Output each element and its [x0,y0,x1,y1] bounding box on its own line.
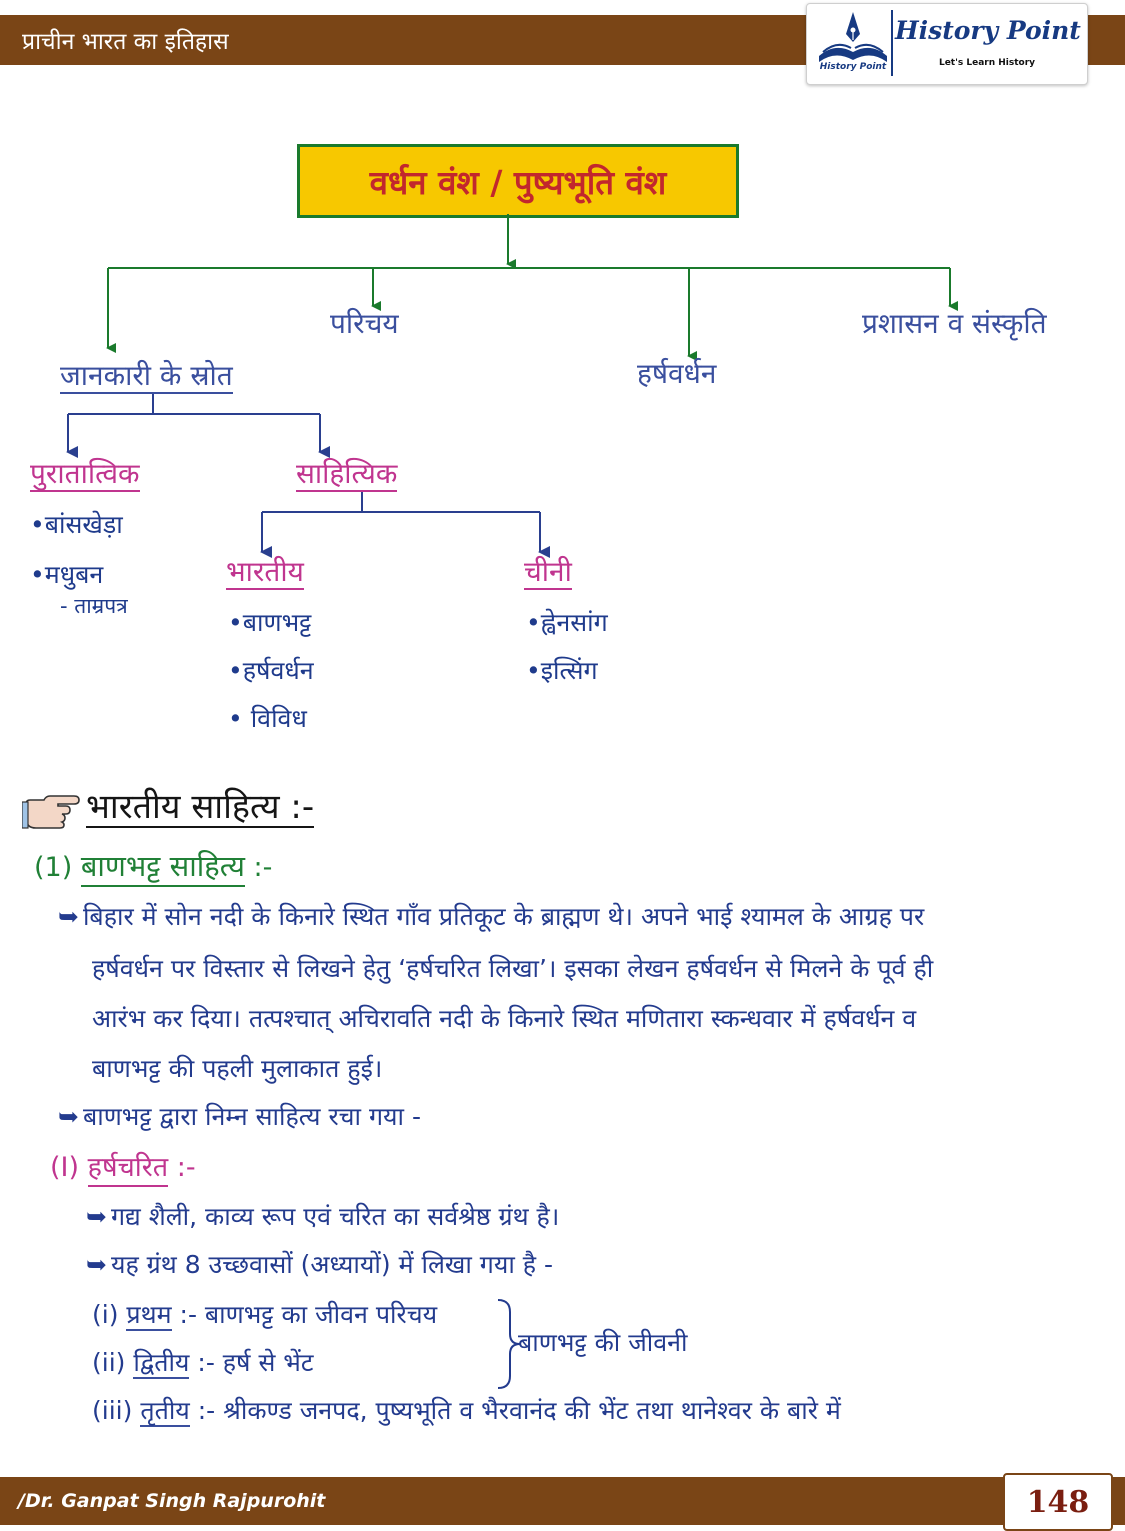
chinese-label: चीनी [524,555,572,588]
sub-heading-1-suffix: :- [253,852,273,883]
logo-tagline: Let's Learn History [938,58,1036,68]
sub-heading-2-title: हर्षचरित [88,1152,169,1187]
chapter-3: (iii) तृतीय :- श्रीकण्ड जनपद, पुष्यभूति व भैरवानंद की भेंट तथा थानेश्वर के बारे में [92,1396,841,1425]
logo-small-text: History Point [819,62,887,72]
chapter-1: (i) प्रथम :- बाणभट्ट का जीवन परिचय [92,1300,438,1329]
point-1: ➥ गद्य शैली, काव्य रूप एवं चरित का सर्वश्रेष्ठ ग्रंथ है। [86,1202,560,1231]
chapter-1-name: प्रथम [126,1300,172,1329]
arrow-bullet-icon: ➥ [58,902,79,931]
author-name: /Dr. Ganpat Singh Rajpurohit [18,1490,326,1512]
logo-name: History Point [895,16,1081,45]
list-item: • विविध [228,704,307,733]
section-heading: भारतीय साहित्य :- [86,787,315,827]
list-item: •ह्वेनसांग [526,608,608,637]
branch-introduction: परिचय [330,307,399,340]
list-item: •बांसखेड़ा [30,510,123,539]
paragraph-line-2: हर्षवर्धन पर विस्तार से लिखने हेतु ‘हर्षचरित लिखा’। इसका लेखन हर्षवर्धन से मिलने के पूर्व ही [92,954,934,983]
chapter-3-name: तृतीय [140,1396,190,1425]
point-2: ➥ यह ग्रंथ 8 उच्छवासों (अध्यायों) में लिखा गया है - [86,1250,554,1279]
arrow-bullet-icon: ➥ [58,1102,79,1131]
branch-harshavardhan: हर्षवर्धन [637,357,717,390]
paragraph-line-3: आरंभ कर दिया। तत्पश्चात् अचिरावति नदी के किनारे स्थित मणितारा स्कन्धवार में हर्षवर्धन व [92,1004,917,1033]
indian-label: भारतीय [226,555,304,588]
literary-label: साहित्यिक [296,457,398,490]
pointing-hand-icon [22,790,82,830]
page-title: वर्धन वंश / पुष्यभूति वंश [369,162,667,202]
chapter-2-name: द्वितीय [133,1348,190,1377]
branch-sources: जानकारी के स्रोत [60,359,233,392]
paragraph-line-1: ➥ बिहार में सोन नदी के किनारे स्थित गाँव प्रतिकूट के ब्राह्मण थे। अपने भाई श्यामल के आग्रह पर [58,902,925,931]
brace-label: बाणभट्ट की जीवनी [518,1328,688,1357]
list-item: - ताम्रपत्र [60,594,128,618]
sub-heading-2-suffix: :- [176,1152,196,1183]
header-title: प्राचीन भारत का इतिहास [22,29,229,55]
list-item: •हर्षवर्धन [228,656,314,685]
sub-heading-1 [34,849,273,883]
list-item: •मधुबन [30,560,104,589]
sub-heading-2-num: (I) [50,1152,80,1183]
paragraph-line-5: ➥ बाणभट्ट द्वारा निम्न साहित्य रचा गया - [58,1102,421,1131]
sub-heading-1-num: (1) [34,852,73,883]
branch-administration-culture: प्रशासन व संस्कृति [862,307,1047,340]
page-number: 148 [1026,1484,1090,1520]
arrow-bullet-icon: ➥ [86,1250,107,1279]
chapter-2: (ii) द्वितीय :- हर्ष से भेंट [92,1348,314,1377]
archaeological-label: पुरातात्विक [30,457,140,490]
list-item: •इत्सिंग [526,656,598,685]
page-number-box [1003,1473,1113,1531]
sub-heading-2 [50,1154,196,1181]
sub-heading-1-title: बाणभट्ट साहित्य [81,849,245,887]
paragraph-line-4: बाणभट्ट की पहली मुलाकात हुई। [92,1054,383,1083]
arrow-bullet-icon: ➥ [86,1202,107,1231]
list-item: •बाणभट्ट [228,608,312,637]
